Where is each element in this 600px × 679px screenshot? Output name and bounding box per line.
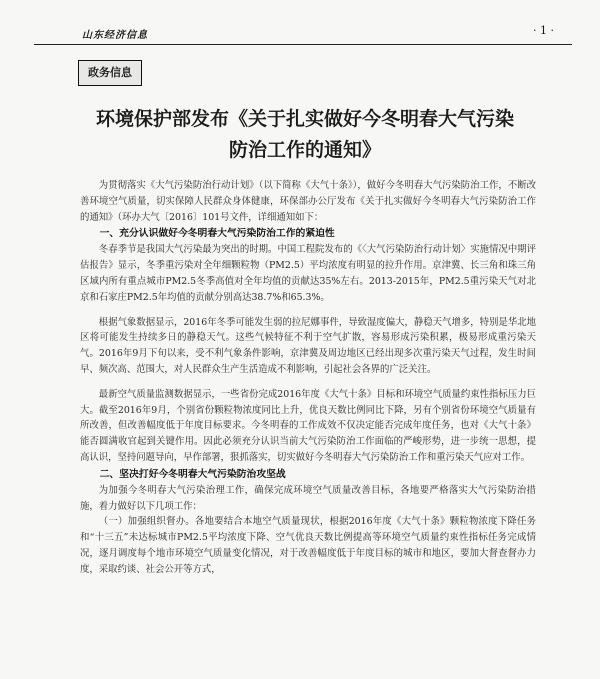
section-tag: 政务信息	[78, 60, 142, 86]
body-paragraph-5: （一）加强组织督办。各地要结合本地空气质量现状，根据2016年度《大气十条》颗粒物浓度下降任务和“十三五”未达标城市PM2.5平均浓度下降、空气优良天数比例提高等环境空气质量约束性指标任务完成情况，逐月调度每个地市环境空气质量变化情况，对于改善幅度低于年度目标的城市和地区，要加大督查督办力度，采取约谈、社会公开等方式，	[80, 516, 536, 575]
title-line-1: 环境保护部发布《关于扎实做好今冬明春大气污染	[95, 108, 514, 130]
journal-name: 山东经济信息	[82, 30, 148, 41]
body-paragraph-1: 冬春季节是我国大气污染最为突出的时期。中国工程院发布的《〈大气污染防治行动计划〉实施情况中期评估报告》显示，冬季重污染对全年细颗粒物（PM2.5）平均浓度有明显的拉升作用。京津冀、长三角和珠三角区域内所有重点城市PM2.5冬季高值对全年均值的贡献达35%左右。2013-2015年，PM2.5重污染天气对北京和石家庄PM2.5年均值的贡献分别高达38.7%和65.3%。	[80, 244, 536, 303]
body-paragraph-3: 最新空气质量监测数据显示，一些省份完成2016年度《大气十条》目标和环境空气质量约束性指标压力巨大。截至2016年9月，个别省份颗粒物浓度同比上升，优良天数比例同比下降，另有个别省份环境空气质量有所改善，但改善幅度低于年度目标要求。今冬明春的工作成效不仅决定能否完成年度任务，也对《大气十条》能否圆满收官起到关键作用。因此必须充分认识当前大气污染防治工作面临的严峻形势，进一步统一思想，提高认识，坚持问题导向，早作部署，狠抓落实，切实做好今冬明春大气污染防治工作和重污染天气应对工作。	[80, 388, 536, 463]
body-paragraph-4: 为加强今冬明春大气污染治理工作，确保完成环境空气质量改善目标，各地要严格落实大气污染防治措施，着力做好以下几项工作：	[80, 484, 536, 512]
article-body	[80, 178, 536, 578]
body-paragraph-2: 根据气象数据显示，2016年冬季可能发生弱的拉尼娜事件，导致湿度偏大，静稳天气增多，特别是华北地区将可能发生持续多日的静稳天气。这些气候特征不利于空气扩散，容易形成污染积累，极易形成重污染天气。2016年9月下旬以来，受不利气象条件影响，京津冀及周边地区已经出现多次重污染天气过程，发生时间早、频次高、范围大，对人民群众生产生活造成不利影响，引起社会各界的广泛关注。	[80, 316, 536, 375]
page-number: · 1 ·	[533, 24, 554, 37]
running-header	[34, 0, 572, 45]
article-title	[70, 104, 540, 166]
title-line-2: 防治工作的通知》	[228, 139, 381, 161]
section-heading-1: 一、充分认识做好今冬明春大气污染防治工作的紧迫性	[99, 228, 335, 240]
section-heading-2: 二、坚决打好今冬明春大气污染防治攻坚战	[99, 468, 286, 480]
intro-paragraph: 为贯彻落实《大气污染防治行动计划》（以下简称《大气十条》），做好今冬明春大气污染防治工作，不断改善环境空气质量，切实保障人民群众身体健康，环保部办公厅发布《关于扎实做好今冬明春大气污染防治工作的通知》（环办大气〔2016〕101号文件，详细通知如下：	[80, 180, 536, 223]
